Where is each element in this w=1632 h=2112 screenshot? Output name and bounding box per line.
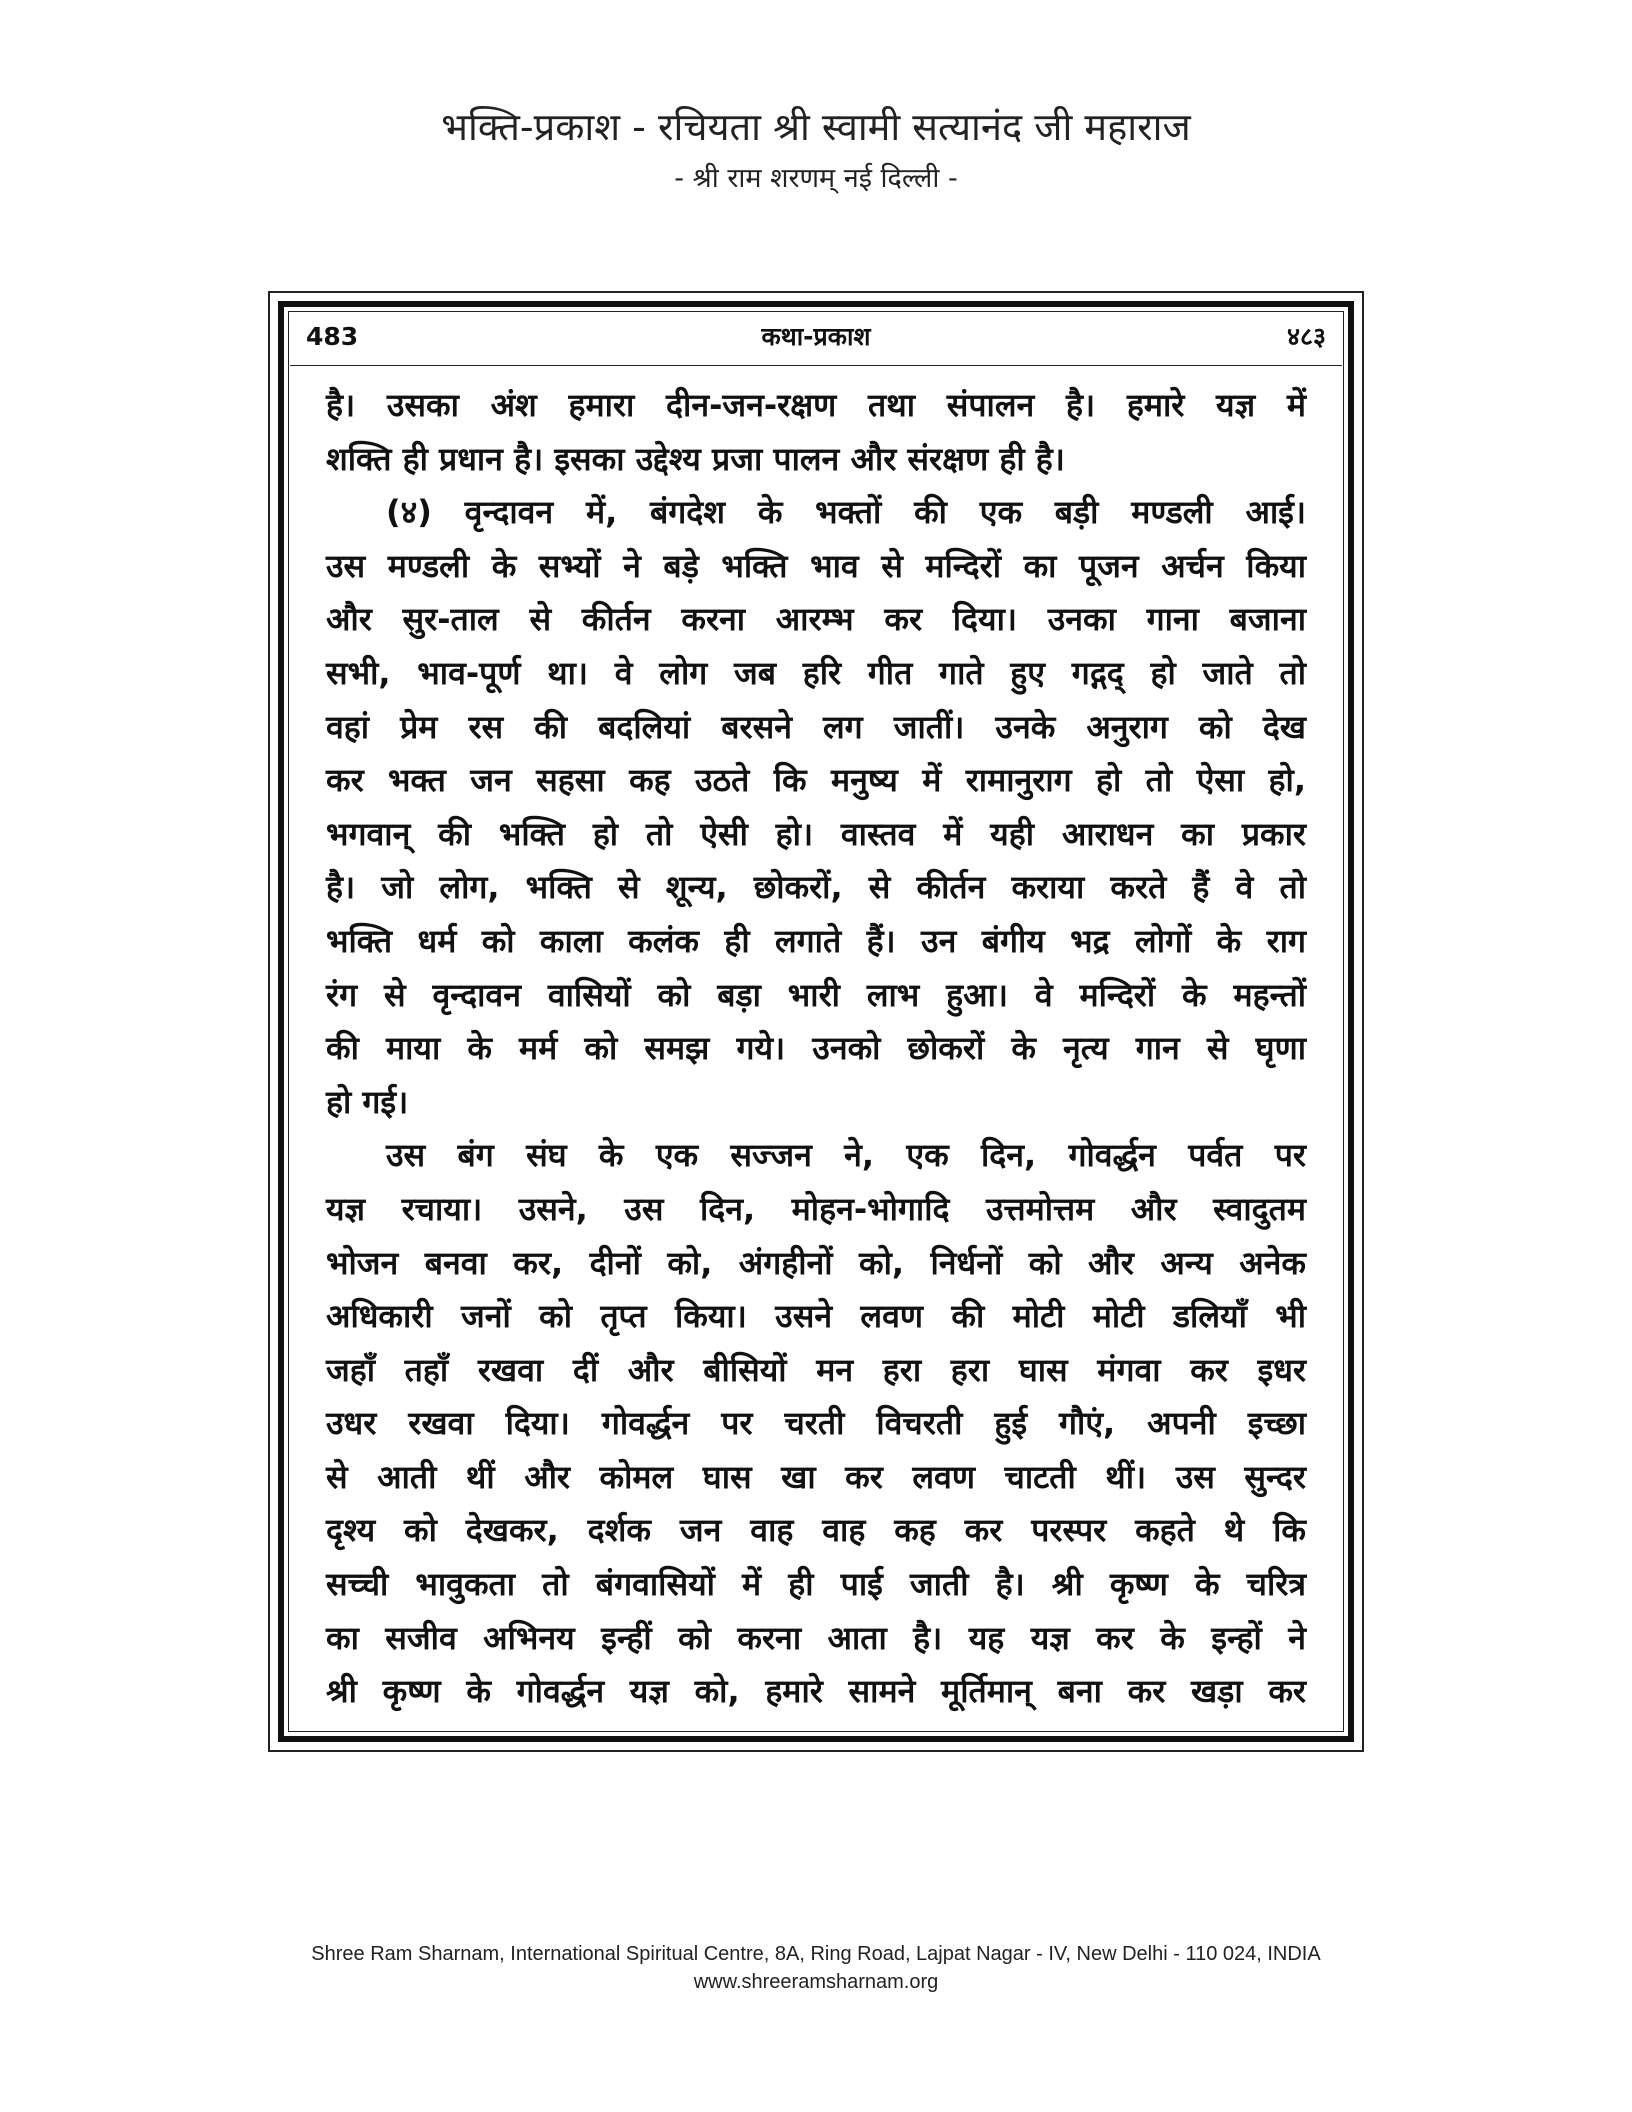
text-line: शक्ति ही प्रधान है। इसका उद्देश्य प्रजा पालन और संरक्षण ही है। — [326, 439, 1065, 478]
page-header — [0, 100, 1632, 200]
text-line: की माया के मर्म को समझ गये। उनको छोकरों के नृत्य गान से घृणा — [326, 1029, 1306, 1068]
section-title: कथा-प्रकाश — [761, 322, 871, 351]
text-line: है। जो लोग, भक्ति से शून्य, छोकरों, से कीर्तन कराया करते हैं वे तो — [326, 868, 1306, 907]
text-line: वहां प्रेम रस की बदलियां बरसने लग जातीं। उनके अनुराग को देख — [326, 707, 1306, 746]
header-rule — [290, 365, 1342, 366]
text-line: रंग से वृन्दावन वासियों को बड़ा भारी लाभ हुआ। वे मन्दिरों के महन्तों — [326, 975, 1306, 1014]
text-frame — [268, 291, 1364, 1752]
book-title: भक्ति-प्रकाश - रचियता श्री स्वामी सत्यानंद जी महाराज — [441, 105, 1191, 149]
footer-website: www.shreeramsharnam.org — [693, 1971, 939, 1993]
text-line: भोजन बनवा कर, दीनों को, अंगहीनों को, निर्धनों को और अन्य अनेक — [326, 1243, 1307, 1282]
text-line: (४) वृन्दावन में, बंगदेश के भक्तों की एक बड़ी मण्डली आई। — [386, 493, 1306, 532]
text-line: और सुर-ताल से कीर्तन करना आरम्भ कर दिया। उनका गाना बजाना — [326, 600, 1306, 639]
footer-address: Shree Ram Sharnam, International Spiritual Centre, 8A, Ring Road, Lajpat Nagar - IV, New Delhi - 110 024, INDIA — [311, 1943, 1321, 1965]
text-line: कर भक्त जन सहसा कह उठते कि मनुष्य में रामानुराग हो तो ऐसा हो, — [326, 761, 1306, 800]
text-line: है। उसका अंश हमारा दीन-जन-रक्षण तथा संपालन है। हमारे यज्ञ में — [326, 386, 1306, 424]
text-line: अधिकारी जनों को तृप्त किया। उसने लवण की मोटी मोटी डलियाँ भी — [326, 1297, 1306, 1336]
page-number-devanagari: ४८३ — [1286, 322, 1326, 351]
text-line: दृश्य को देखकर, दर्शक जन वाह वाह कह कर परस्पर कहते थे कि — [326, 1511, 1306, 1550]
text-line: का सजीव अभिनय इन्हीं को करना आता है। यह यज्ञ कर के इन्हों ने — [326, 1618, 1306, 1657]
page-footer — [0, 1940, 1632, 1996]
text-line: श्री कृष्ण के गोवर्द्धन यज्ञ को, हमारे सामने मूर्तिमान् बना कर खड़ा कर — [326, 1672, 1306, 1711]
text-line: यज्ञ रचाया। उसने, उस दिन, मोहन-भोगादि उत्तमोत्तम और स्वादुतम — [326, 1189, 1306, 1228]
text-line: उस बंग संघ के एक सज्जन ने, एक दिन, गोवर्द्धन पर्वत पर — [386, 1136, 1306, 1175]
text-line: भगवान् की भक्ति हो तो ऐसी हो। वास्तव में यही आराधन का प्रकार — [326, 814, 1306, 853]
text-line: सभी, भाव-पूर्ण था। वे लोग जब हरि गीत गाते हुए गद्गद् हो जाते तो — [326, 653, 1306, 692]
text-line: जहाँ तहाँ रखवा दीं और बीसियों मन हरा हरा घास मंगवा कर इधर — [326, 1350, 1306, 1389]
text-line: उस मण्डली के सभ्यों ने बड़े भक्ति भाव से मन्दिरों का पूजन अर्चन किया — [326, 546, 1306, 585]
publisher-line: - श्री राम शरणम् नई दिल्ली - — [674, 163, 958, 194]
text-line: हो गई। — [326, 1082, 409, 1121]
text-line: से आती थीं और कोमल घास खा कर लवण चाटती थीं। उस सुन्दर — [326, 1457, 1306, 1496]
text-line: भक्ति धर्म को काला कलंक ही लगाते हैं। उन बंगीय भद्र लोगों के राग — [326, 921, 1306, 960]
page-number-arabic: 483 — [306, 322, 359, 351]
text-line: सच्ची भावुकता तो बंगवासियों में ही पाई जाती है। श्री कृष्ण के चरित्र — [326, 1565, 1306, 1604]
running-head — [306, 315, 1326, 359]
body-text — [326, 379, 1306, 1719]
text-line: उधर रखवा दिया। गोवर्द्धन पर चरती विचरती हुई गौएं, अपनी इच्छा — [326, 1404, 1306, 1443]
